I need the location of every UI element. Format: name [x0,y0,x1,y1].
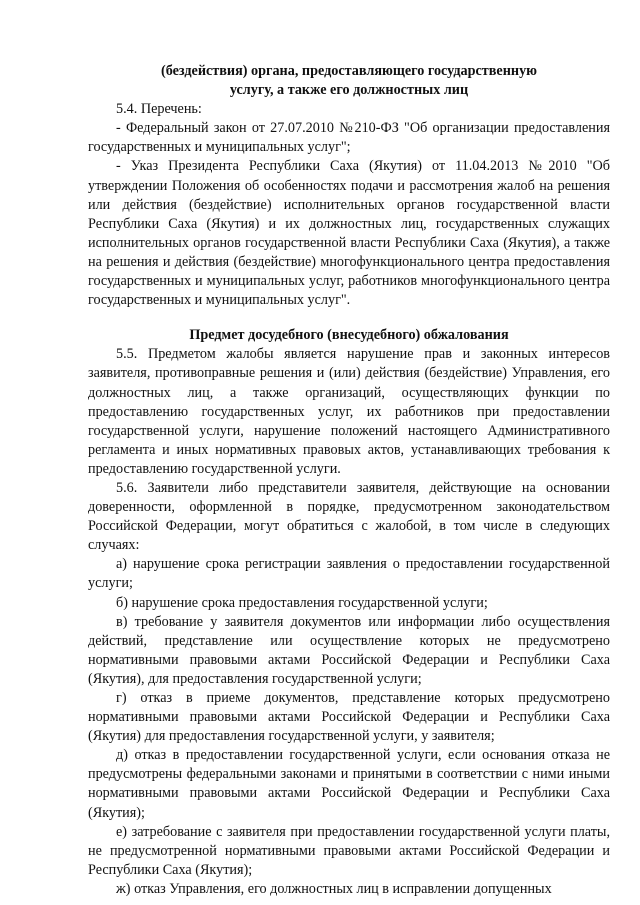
list-item-e: е) затребование с заявителя при предоставлении государственной услуги платы, не предусмотренной нормативными правовыми актами Российской Федерации и Республики Саха (Якутия); [88,823,610,878]
list-item-zh: ж) отказ Управления, его должностных лиц в исправлении допущенных [116,880,552,897]
list-item-v: в) требование у заявителя документов или информации либо осуществления действий, представление или осуществление которых не предусмотрено нормативными правовыми актами Российской Федерации и Республики Саха (Якутия), для предоставления государственной услуги; [88,613,610,687]
heading-top-line2: услугу, а также его должностных лиц [229,82,469,99]
heading-top-line1: (бездействия) органа, предоставляющего государственную [160,63,538,79]
list-item-d: д) отказ в предоставлении государственной услуги, если основания отказа не предусмотрены федеральными законами и принятыми в соответствии с ними иными нормативными правовыми актами Российской Федерации и Республики Саха (Якутия); [88,747,610,821]
list-item-b: б) нарушение срока предоставления государственной услуги; [116,594,488,611]
section-heading: Предмет досудебного (внесудебного) обжалования [189,327,509,344]
heading-top [88,62,610,100]
paragraph-5-4: 5.4. Перечень: [116,101,202,118]
paragraph-decree: - Указ Президента Республики Саха (Якутия) от 11.04.2013 №2010 "Об утверждении Положения об особенностях подачи и рассмотрения жалоб на решения или действия (бездействие) исполнительных органов государственной власти Республики Саха (Якутия) и их должностных лиц, государственных служащих исполнительных органов государственной власти Республики Саха (Якутия), а также на решения и действия (бездействие) многофункционального центра предоставления государственных и муниципальных услуг, работников многофункционального центра государственных и муниципальных услуг". [88,158,610,309]
paragraph-5-5: 5.5. Предметом жалобы является нарушение прав и законных интересов заявителя, противоправные решения и (или) действия (бездействие) Управления, его должностных лиц, а также организаций, осуществляющих функции по предоставлению государственных услуг, их работников при предоставлении государственной услуги, нарушение положений настоящего Административного регламента и иных нормативных правовых актов, устанавливающих требования к предоставлению государственной услуги. [88,346,610,477]
document-page [88,62,610,899]
paragraph-5-6: 5.6. Заявители либо представители заявителя, действующие на основании доверенности, оформленной в порядке, предусмотренном законодательством Российской Федерации, могут обратиться с жалобой, в том числе в следующих случаях: [88,479,610,554]
list-item-a: а) нарушение срока регистрации заявления о предоставлении государственной услуги; [88,556,610,592]
list-item-g: г) отказ в приеме документов, представление которых предусмотрено нормативными правовыми актами Российской Федерации и Республики Саха (Якутия) для предоставления государственной услуги, у заявителя; [88,690,610,745]
paragraph-federal-law: - Федеральный закон от 27.07.2010 №210-ФЗ "Об организации предоставления государственных и муниципальных услуг"; [88,120,610,156]
